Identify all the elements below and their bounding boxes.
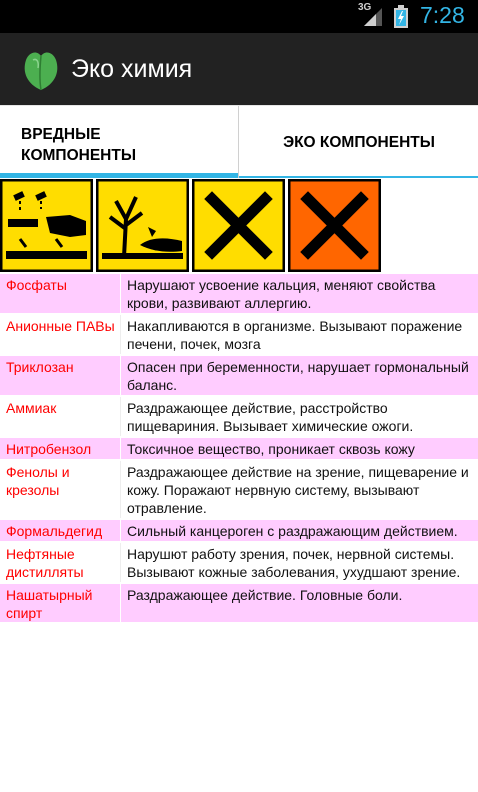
component-description: Накапливаются в организме. Вызывают поражение печени, почек, мозга [120, 315, 478, 354]
component-name: Фенолы и крезолы [6, 464, 70, 498]
hazard-symbols [0, 178, 478, 274]
component-description: Раздражающее действие, расстройство пищевариния. Вызывает химические ожоги. [120, 397, 478, 436]
component-name: Анионные ПАВы [6, 318, 115, 334]
component-description: Раздражающее действие на зрение, пищеварение и кожу. Поражают нервную систему, вызывают отравление. [120, 461, 478, 518]
component-name: Нашатырный спирт [6, 587, 93, 621]
table-row [0, 438, 478, 461]
table-row [0, 584, 478, 624]
tab-bar [0, 105, 478, 179]
table-row [0, 315, 478, 356]
components-table [0, 274, 478, 624]
component-description: Раздражающее действие. Головные боли. [120, 584, 478, 622]
component-description: Токсичное вещество, проникает сквозь кожу [120, 438, 478, 459]
table-row [0, 274, 478, 315]
battery-charging-icon [393, 5, 409, 29]
network-type: 3G [358, 2, 372, 13]
component-name: Триклозан [6, 359, 74, 375]
action-bar [0, 33, 478, 105]
table-row [0, 356, 478, 397]
component-description: Опасен при беременности, нарушает гормональный баланс. [120, 356, 478, 395]
leaf-icon[interactable] [21, 48, 61, 92]
component-name: Аммиак [6, 400, 57, 416]
tab-label: ЭКО КОМПОНЕНТЫ [283, 134, 435, 151]
component-description: Нарушают усвоение кальция, меняют свойства крови, развивают аллергию. [120, 274, 478, 313]
component-name: Нефтяные дистилляты [6, 546, 84, 580]
component-name: Фосфаты [6, 277, 67, 293]
signal-icon [362, 6, 384, 26]
component-name: Нитробензол [6, 441, 92, 457]
component-description: Нарушют работу зрения, почек, нервной системы. Вызывают кожные заболевания, ухудшают зрение. [120, 543, 478, 582]
component-description: Сильный канцероген с раздражающим действием. [120, 520, 478, 541]
tab-label: ВРЕДНЫЕ КОМПОНЕНТЫ [21, 126, 136, 164]
environment-hazard-icon [96, 179, 189, 272]
app-title: Эко химия [71, 55, 193, 83]
corrosive-icon [0, 179, 93, 272]
clock: 7:28 [420, 2, 465, 28]
table-row [0, 397, 478, 438]
table-row [0, 543, 478, 584]
component-name: Формальдегид [6, 523, 103, 539]
tab-eco-components[interactable] [238, 106, 478, 179]
harmful-icon [288, 179, 381, 272]
irritant-icon [192, 179, 285, 272]
status-bar [0, 0, 478, 33]
table-row [0, 461, 478, 520]
tab-harmful-components[interactable] [0, 106, 238, 179]
table-row [0, 520, 478, 543]
